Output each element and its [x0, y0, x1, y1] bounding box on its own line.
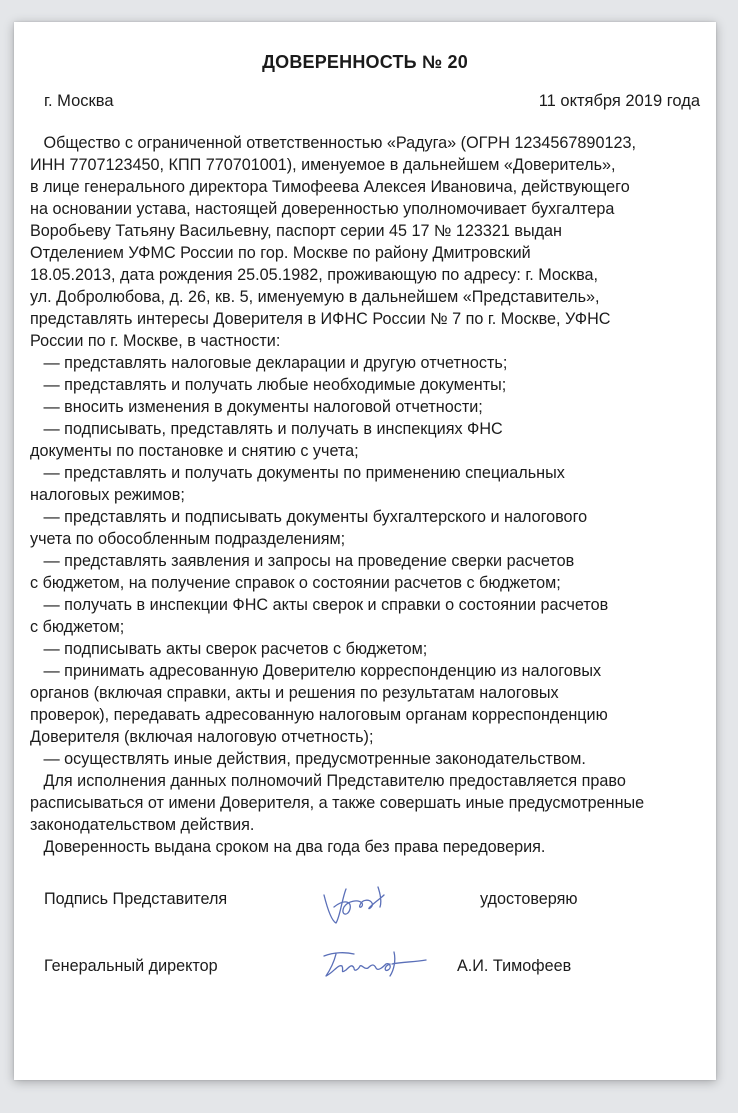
document-line: законодательством действия. [30, 816, 255, 834]
document-line: в лице генерального директора Тимофеева Алексея Ивановича, действующего [30, 178, 630, 196]
document-line: с бюджетом; [30, 618, 125, 636]
document-line: России по г. Москве, в частности: [30, 332, 281, 350]
document-line: ИНН 7707123450, КПП 770701001), именуемое в дальнейшем «Доверитель», [30, 156, 616, 174]
document-line: Воробьеву Татьяну Васильевну, паспорт серии 45 17 № 123321 выдан [30, 222, 562, 240]
document-line: — представлять и получать документы по применению специальных [30, 464, 565, 482]
document-line: расписываться от имени Доверителя, а также совершать иные предусмотренные [30, 794, 645, 812]
document-line: — подписывать, представлять и получать в инспекциях ФНС [30, 420, 503, 438]
document-line: — получать в инспекции ФНС акты сверок и справки о состоянии расчетов [30, 596, 609, 614]
document-line: — представлять налоговые декларации и другую отчетность; [30, 354, 508, 372]
director-signature [314, 944, 429, 984]
document-line: Общество с ограниченной ответственностью «Радуга» (ОГРН 1234567890123, [30, 134, 636, 152]
document-line: Доверенность выдана сроком на два года без права передоверия. [30, 838, 546, 856]
document-title: ДОВЕРЕННОСТЬ № 20 [262, 52, 468, 72]
director-name: А.И. Тимофеев [457, 957, 572, 975]
document-line: — вносить изменения в документы налоговой отчетности; [30, 398, 483, 416]
document-line: налоговых режимов; [30, 486, 185, 504]
document-line: — представлять и подписывать документы бухгалтерского и налогового [30, 508, 588, 526]
document-line: 18.05.2013, дата рождения 25.05.1982, проживающую по адресу: г. Москва, [30, 266, 599, 284]
document-line: — принимать адресованную Доверителю корреспонденцию из налоговых [30, 662, 602, 680]
document-line: учета по обособленным подразделениям; [30, 530, 346, 548]
director-title-label: Генеральный директор [44, 957, 218, 975]
document-line: органов (включая справки, акты и решения по результатам налоговых [30, 684, 559, 702]
representative-signature [314, 877, 404, 927]
document-line: документы по постановке и снятию с учета; [30, 442, 359, 460]
document-line: проверок), передавать адресованную налоговым органам корреспонденцию [30, 706, 608, 724]
document-line: ул. Добролюбова, д. 26, кв. 5, именуемую в дальнейшем «Представитель», [30, 288, 600, 306]
document-line: Для исполнения данных полномочий Представителю предоставляется право [30, 772, 626, 790]
document-line: с бюджетом, на получение справок о состоянии расчетов с бюджетом; [30, 574, 561, 592]
document-line: представлять интересы Доверителя в ИФНС России № 7 по г. Москве, УФНС [30, 310, 611, 328]
document-line: Доверителя (включая налоговую отчетность); [30, 728, 374, 746]
document-city: г. Москва [44, 92, 114, 110]
document-line: Отделением УФМС России по гор. Москве по району Дмитровский [30, 244, 531, 262]
document-date: 11 октября 2019 года [538, 92, 700, 110]
document-line: — представлять заявления и запросы на проведение сверки расчетов [30, 552, 575, 570]
document-page [14, 22, 716, 1080]
certify-label: удостоверяю [480, 890, 578, 908]
document-line: на основании устава, настоящей доверенностью уполномочивает бухгалтера [30, 200, 615, 218]
document-line: — осуществлять иные действия, предусмотренные законодательством. [30, 750, 586, 768]
document-line: — подписывать акты сверок расчетов с бюджетом; [30, 640, 428, 658]
representative-signature-label: Подпись Представителя [44, 890, 228, 908]
document-body [30, 132, 710, 858]
document-line: — представлять и получать любые необходимые документы; [30, 376, 507, 394]
